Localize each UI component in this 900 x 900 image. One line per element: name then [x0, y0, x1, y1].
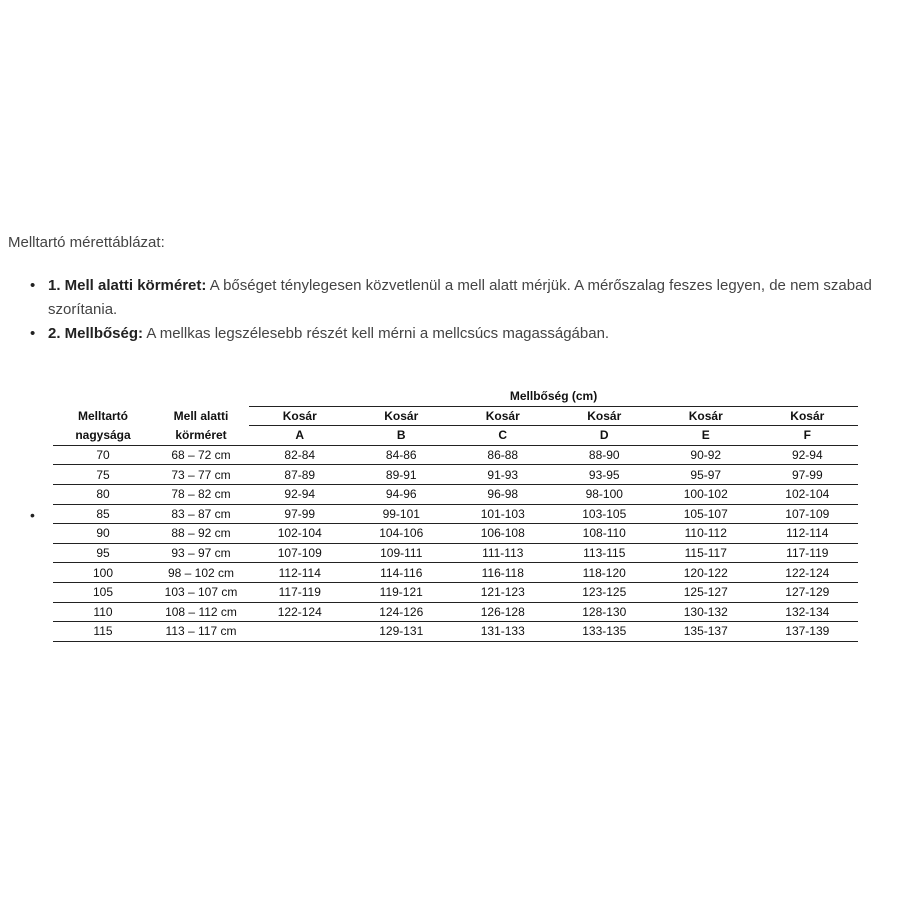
instruction-text: A bőséget ténylegesen közvetlenül a mell alatt mérjük. A mérőszalag feszes legyen, de nem szabad szorítania. — [48, 277, 872, 318]
bust-range-cell: 106-108 — [452, 524, 554, 544]
size-cell: 90 — [53, 524, 153, 544]
bust-range-cell: 93-95 — [554, 465, 656, 485]
bust-range-cell: 107-109 — [249, 543, 351, 563]
size-cell: 115 — [53, 622, 153, 642]
underbust-cell: 108 – 112 cm — [153, 602, 249, 622]
table-row — [53, 484, 858, 504]
size-cell: 80 — [53, 484, 153, 504]
underbust-cell: 78 – 82 cm — [153, 484, 249, 504]
instruction-title: 1. Mell alatti körméret: — [48, 277, 207, 294]
bust-range-cell: 115-117 — [655, 543, 757, 563]
bust-range-cell: 101-103 — [452, 504, 554, 524]
bust-range-cell: 129-131 — [351, 622, 453, 642]
bust-range-cell: 127-129 — [757, 582, 859, 602]
bust-range-cell: 123-125 — [554, 582, 656, 602]
bust-range-cell: 125-127 — [655, 582, 757, 602]
bust-range-cell: 103-105 — [554, 504, 656, 524]
underbust-header-line2: körméret — [153, 426, 249, 446]
bust-range-cell: 87-89 — [249, 465, 351, 485]
bust-range-cell: 84-86 — [351, 445, 453, 465]
bust-range-cell: 91-93 — [452, 465, 554, 485]
size-cell: 75 — [53, 465, 153, 485]
cup-letter: A — [249, 426, 351, 446]
bust-range-cell: 118-120 — [554, 563, 656, 583]
bust-range-cell: 135-137 — [655, 622, 757, 642]
bust-range-cell: 122-124 — [757, 563, 859, 583]
bust-range-cell: 86-88 — [452, 445, 554, 465]
bust-range-cell: 132-134 — [757, 602, 859, 622]
cup-letter: E — [655, 426, 757, 446]
underbust-cell: 73 – 77 cm — [153, 465, 249, 485]
size-cell: 95 — [53, 543, 153, 563]
bust-range-cell: 99-101 — [351, 504, 453, 524]
underbust-cell: 113 – 117 cm — [153, 622, 249, 642]
cup-header: Kosár — [351, 406, 453, 426]
table-row — [53, 524, 858, 544]
cup-letter: D — [554, 426, 656, 446]
bust-range-cell: 124-126 — [351, 602, 453, 622]
bust-range-cell: 92-94 — [757, 445, 859, 465]
bullet-icon: • — [30, 507, 35, 523]
table-body — [53, 445, 858, 641]
bust-range-cell: 128-130 — [554, 602, 656, 622]
intro-heading: Melltartó mérettáblázat: — [8, 234, 165, 251]
bust-range-cell: 102-104 — [757, 484, 859, 504]
underbust-cell: 88 – 92 cm — [153, 524, 249, 544]
size-cell: 100 — [53, 563, 153, 583]
underbust-cell: 83 – 87 cm — [153, 504, 249, 524]
instruction-item — [30, 322, 875, 346]
bust-range-cell: 96-98 — [452, 484, 554, 504]
table-row — [53, 543, 858, 563]
bust-range-cell: 137-139 — [757, 622, 859, 642]
size-header-line1: Melltartó — [77, 408, 128, 423]
bust-range-cell: 122-124 — [249, 602, 351, 622]
bust-range-cell — [249, 622, 351, 642]
underbust-cell: 98 – 102 cm — [153, 563, 249, 583]
cup-header: Kosár — [655, 406, 757, 426]
bust-range-cell: 114-116 — [351, 563, 453, 583]
cup-letter: C — [452, 426, 554, 446]
bust-range-cell: 117-119 — [249, 582, 351, 602]
bust-range-cell: 102-104 — [249, 524, 351, 544]
bust-range-cell: 110-112 — [655, 524, 757, 544]
bust-range-cell: 111-113 — [452, 543, 554, 563]
size-cell: 105 — [53, 582, 153, 602]
bust-range-cell: 97-99 — [249, 504, 351, 524]
bullet-icon: • — [30, 325, 36, 342]
bust-range-cell: 100-102 — [655, 484, 757, 504]
cup-header: Kosár — [757, 406, 859, 426]
bust-range-cell: 89-91 — [351, 465, 453, 485]
bust-range-cell: 112-114 — [757, 524, 859, 544]
bust-range-cell: 98-100 — [554, 484, 656, 504]
size-cell: 70 — [53, 445, 153, 465]
bust-range-cell: 126-128 — [452, 602, 554, 622]
bust-range-cell: 88-90 — [554, 445, 656, 465]
bust-range-cell: 112-114 — [249, 563, 351, 583]
table-row — [53, 445, 858, 465]
measurement-instructions — [30, 274, 875, 346]
underbust-cell: 93 – 97 cm — [153, 543, 249, 563]
bust-range-cell: 95-97 — [655, 465, 757, 485]
bra-size-table — [53, 387, 858, 642]
underbust-cell: 68 – 72 cm — [153, 445, 249, 465]
bust-range-cell: 108-110 — [554, 524, 656, 544]
cup-header: Kosár — [452, 406, 554, 426]
underbust-header-line1: Mell alatti — [173, 408, 229, 423]
instruction-item — [30, 274, 875, 322]
cup-header: Kosár — [249, 406, 351, 426]
bust-range-cell: 117-119 — [757, 543, 859, 563]
size-cell: 110 — [53, 602, 153, 622]
cup-letter: F — [757, 426, 859, 446]
bust-group-header: Mellbőség (cm) — [249, 387, 858, 406]
size-header-line2: nagysága — [53, 426, 153, 446]
header-spacer — [153, 387, 249, 406]
instruction-text: A mellkas legszélesebb részét kell mérni a mellcsúcs magasságában. — [143, 325, 610, 342]
bust-range-cell: 92-94 — [249, 484, 351, 504]
underbust-cell: 103 – 107 cm — [153, 582, 249, 602]
bust-range-cell: 133-135 — [554, 622, 656, 642]
bust-range-cell: 105-107 — [655, 504, 757, 524]
bust-range-cell: 131-133 — [452, 622, 554, 642]
bust-range-cell: 109-111 — [351, 543, 453, 563]
bust-range-cell: 94-96 — [351, 484, 453, 504]
table-row — [53, 465, 858, 485]
table-row — [53, 602, 858, 622]
bullet-icon: • — [30, 277, 36, 294]
bust-range-cell: 121-123 — [452, 582, 554, 602]
cup-header: Kosár — [554, 406, 656, 426]
bust-range-cell: 104-106 — [351, 524, 453, 544]
bust-range-cell: 130-132 — [655, 602, 757, 622]
table-row — [53, 582, 858, 602]
size-cell: 85 — [53, 504, 153, 524]
bust-range-cell: 90-92 — [655, 445, 757, 465]
bust-range-cell: 97-99 — [757, 465, 859, 485]
bust-range-cell: 119-121 — [351, 582, 453, 602]
bust-range-cell: 113-115 — [554, 543, 656, 563]
bust-range-cell: 107-109 — [757, 504, 859, 524]
bust-range-cell: 120-122 — [655, 563, 757, 583]
cup-letter: B — [351, 426, 453, 446]
header-spacer — [53, 387, 153, 406]
instruction-title: 2. Mellbőség: — [48, 325, 144, 342]
table-row — [53, 504, 858, 524]
table-row — [53, 622, 858, 642]
bust-range-cell: 82-84 — [249, 445, 351, 465]
table-row — [53, 563, 858, 583]
bust-range-cell: 116-118 — [452, 563, 554, 583]
